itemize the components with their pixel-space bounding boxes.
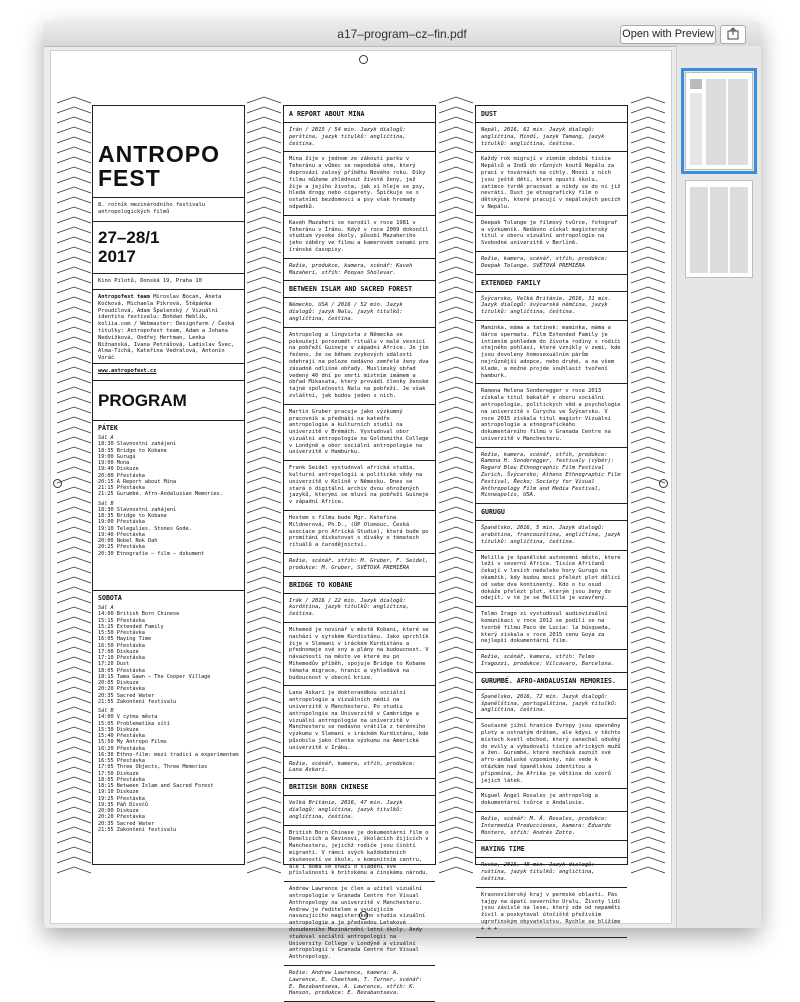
- film-credits: Režie, scénář, kamera, střih: Telmo Iragozzi, produkce: Vilcavaro, Barcelona.: [476, 650, 627, 673]
- schedule-row: 19:40 Diskuze: [98, 466, 139, 473]
- schedule-row: 17:05 Three Objects, Three Memories: [98, 764, 208, 771]
- director-bio: Kaveh Mazaheri se narodil v roce 1981 v Teheránu v Íránu. Když v roce 2009 dokončil studium vysoké školy, působí Mazaheriho jeho záběry ve filmu a kamerovém cenami pro íránské časopisy.: [284, 216, 435, 259]
- friday-hall-b-list: [98, 507, 239, 557]
- film-meta: Španělsko, 2016, 72 min. Jazyk dialogů: španělština, portugalština, jazyk titulků: angličtina, čeština.: [476, 690, 627, 719]
- open-with-preview-button[interactable]: Open with Preview: [620, 25, 716, 44]
- schedule-row: 20:00 Přestávka: [98, 472, 145, 479]
- schedule-row: 18:35 Bridge to Kobane: [98, 513, 167, 519]
- director-bio: Deepak Tolange je filmový tvůrce, fotograf a výzkumník. Nedávno získal magisterský titul v oboru vizuální antropologie na Svobodné univerzitě v Berlíně.: [476, 216, 627, 252]
- schedule-row: 15:15 Přestávka: [98, 617, 145, 624]
- schedule-row: 15:25 Extended Family: [98, 623, 164, 630]
- director-bio: Telmo Irago zi vystudoval audiovizuální komunikaci v roce 2012 se podílí se na tvorbě filmu Paco de Lucía: la búsqueda, který získala v roce 2015 cenu Goya za nejlepší dokumentární film.: [476, 607, 627, 650]
- schedule-row: 21:25 Gurumbé. Afro-Andalusian Memories.: [98, 491, 223, 498]
- film-meta: Španělsko, 2016, 5 min. Jazyk dialogů: arabština, francouzština, angličtina, jazyk titulků: angličtina, čeština.: [476, 521, 627, 550]
- film-synopsis: British Born Chinese je dokumentární film o Demolicích a Kevinovi, školácích žijících v Manchesteru, jejichž rodiče jsou čínští migranti. V rámci svých každodenních zkušeností ve škole, v komunitním centru, ale i doma se snaží o sladění své příslušnosti k britskému a čínskému národu.: [284, 826, 435, 883]
- schedule-row: 19:10 Diskuze: [98, 789, 139, 796]
- schedule-row: 16:50 Přestávka: [98, 642, 145, 649]
- saturday-hall-a-list: [98, 611, 239, 705]
- share-button[interactable]: [720, 25, 746, 44]
- film-meta: Rusko, 2015, 48 min. Jazyk dialogů: ruština, jazyk titulků: angličtina, čeština.: [476, 858, 627, 887]
- website-link[interactable]: www.antropofest.cz: [93, 364, 244, 381]
- film-meta: Irák / 2016 / 22 min. Jazyk dialogů: kurdština, jazyk titulků: angličtina, čeština.: [284, 594, 435, 623]
- film-synopsis: Mihemed je novinář v městě Kobani, které se nachází v syrském Kurdistánu. Jako uprchlík žije v Slemani v iráckém Kurdistánu a přednomaje své sny a plány na budoucnost. V návaznosti na město ve které mu po Mihemedův příběh, spojuje Bridge to Kobane témata migrace, hranic a vyhledává na budoucnost v obecní krize.: [284, 623, 435, 686]
- schedule-row: 18:05 Přestávka: [98, 776, 145, 783]
- preview-window: [44, 22, 760, 997]
- film-synopsis: Mina žije v jednom ze zákoutí parku v Teheránu a vůbec se nepodobá ohm, který doprovází zalový příběhu Nového roku. Díky filmu můžeme zhlédnout životě ženy, jež žije a jejího života, jak si hleje se psy, hledá drogy nebo cigarety. Špičkuje se s ostatními bezdomovci a psy však hromady odpadků.: [284, 152, 435, 215]
- film-synopsis: Každý rok migrují v zimním období tisíce Nepálců a Indů do různých koutů Nepálu za prací v továrnách na cihly. Mnozí z nich jsou ještě děti, které opustí školu, zatímco tvrdě pracovat a nikdy se do ní již nevrátí. Dust je etnografický film o dětských, které pracují v nepálských pecích v Nepálu.: [476, 152, 627, 215]
- film-title: BRITISH BORN CHINESE: [284, 779, 435, 796]
- film-meta: Nepál, 2016, 61 min. Jazyk dialogů: angličtina, Hindí, jazyk Tamang, jazyk titulků: angličtina, čeština.: [476, 123, 627, 152]
- festival-title: ANTROPO FEST: [93, 106, 244, 198]
- registration-mark-icon: [359, 55, 368, 64]
- page-thumbnails-sidebar: [676, 46, 761, 928]
- schedule-row: 16:05 Haying Time: [98, 636, 152, 643]
- director-bio: Miguel Ángel Rosales je antropolog a dokumentární tvůrce z Andalusie.: [476, 789, 627, 812]
- film-credits: Režie, scénář, střih: M. Gruber, F. Seidel, produkce: M. Gruber, SVĚTOVÁ PREMIÉRA: [284, 554, 435, 577]
- film-credits: Režie, kamera, scénář, střih, produkce: Ramona H. Sonderegger, festivaly (výběr): Regard Bleu Ethnographic Film Festival Zurich, Švýcarsko; Athens Ethnographic Film Festival, Řecko; Society for Visual Anthropology Film and Media Festival, Minneapolis, USA.: [476, 448, 627, 505]
- film-title: A REPORT ABOUT MINA: [284, 106, 435, 123]
- schedule-row: 19:25 Přestávka: [98, 795, 145, 802]
- schedule-row: 20:35 Sacred Water: [98, 692, 155, 699]
- schedule-row: 18:15 Tama Gawn – The Cooper Village: [98, 673, 211, 680]
- chevron-pattern: [629, 95, 667, 875]
- chevron-pattern: [245, 95, 283, 875]
- film-title: EXTENDED FAMILY: [476, 275, 627, 292]
- page-thumbnail[interactable]: [685, 72, 753, 170]
- schedule-row: 20:20 Přestávka: [98, 686, 145, 693]
- schedule-row: 18:30 Slavnostní zahájení: [98, 506, 177, 513]
- schedule-row: 19:10 Telegulies. Stones Gode.: [98, 525, 192, 532]
- film-meta: Švýcarsko, Velká Británie, 2016, 31 min. Jazyk dialogů: švýcarská němčina, jazyk titulků: angličtina, čeština.: [476, 292, 627, 321]
- film-meta: Írán / 2015 / 54 min. Jazyk dialogů: perština, jazyk titulků: angličtina, čeština.: [284, 123, 435, 152]
- film-meta: Velká Británie, 2016, 47 min. Jazyk dialogů: angličtina, jazyk titulků: angličtina, čeština.: [284, 796, 435, 825]
- team-credits: Antropofest team Miroslav Bocan, Aneta Kočková, Michaela Pikrová, Štěpánka Proudilová, Adam Špalenský / Vizuální identita festivalu: Bohdan Heblík, koliia.com / Webmaster: Designfarm / Česká titulky: Antropofest team, Adam a Johana Nedvížková, Ondřej Hertman, Lenka Nižnanská, Ivana Petrášová, Ladislav Švec, Alma-Tichá, Kateřina Vedralová, Antonín Voráč: [93, 290, 244, 364]
- film-meta: Německo, USA / 2016 / 52 min. Jazyk dialogů: jazyk Nalu, jazyk titulků: angličtina, čeština.: [284, 298, 435, 327]
- film-synopsis: Antropolog a lingvista z Německa se pokoušejí porozumět rituálu v malé vesnici na pobřeží Guineje v západní Africe. Je jim řečeno, že se během zvykových událostí odehrají na poloze nedávno zemřelé ženy dva zásadně odlišné obřady. Muslimský obřad vedený 40 dní po smrti místním imámem a obřad Mikasata, který provádí členky ženské tajné společnosti Nalu na pobřeží. Je však zvláštní, jak budou jeden s nich.: [284, 328, 435, 405]
- director-bio: Ramona Helena Sonderegger v roce 2013 získala titul bakalář v oboru sociální antropologie, politických věd a psychologie na univerzitě v Curychu ve Švýcarsku. V roce 2015 získala titul magistr Vizuální antropologie a etnografického dokumentárního filmu v Granada Centre na univerzitě v Manchesteru.: [476, 384, 627, 447]
- schedule-row: 18:30 Slavnostní zahájení: [98, 441, 177, 448]
- schedule-row: 17:10 Přestávka: [98, 655, 145, 661]
- schedule-row: 19:00 Gurugú: [98, 453, 136, 460]
- film-title: GURUGU: [476, 504, 627, 521]
- schedule-row: 14:00 British Born Chinese: [98, 611, 180, 618]
- schedule-row: 17:00 Diskuze: [98, 648, 139, 655]
- schedule-row: 15:40 Přestávka: [98, 733, 145, 739]
- schedule-row: 14:00 V cytmu města: [98, 714, 158, 721]
- schedule-row: 19:00 Přestávka: [98, 519, 145, 526]
- schedule-row: 19:35 Páň Divočů: [98, 801, 148, 808]
- schedule-row: 15:30 Diskuze: [98, 726, 139, 733]
- schedule-row: 21:55 Zakončení festivalu: [98, 826, 177, 833]
- schedule-row: 18:15 Between Islam and Sacred Forest: [98, 783, 214, 789]
- schedule-row: 20:25 Přestávka: [98, 544, 145, 551]
- schedule-row: 15:50 My Antropo Films: [98, 739, 167, 746]
- window-title: a17–program–cz–fin.pdf: [337, 27, 467, 41]
- schedule-row: 18:05 Přestávka: [98, 667, 145, 674]
- schedule-row: 16:30 Ethno-film: mezi tradicí a experimentem: [98, 751, 239, 758]
- film-credits: Režie, kamera, scénář, střih, produkce: Deepak Tolange. SVĚTOVÁ PREMIÉRA: [476, 252, 627, 275]
- chevron-pattern: [55, 95, 93, 875]
- day-title: PÁTEK: [98, 424, 118, 432]
- schedule-row: 17:50 Diskuze: [98, 770, 139, 777]
- venue-text: Kino Pilotů, Donská 19, Praha 10: [93, 274, 244, 290]
- film-credits: Režie, scénář, kamera, střih, produkce: Lana Askari.: [284, 757, 435, 780]
- film-credits: Režie, produkce, kamera, scénář: Kaveh Mazaheri, střih: Pooyan Sholevar.: [284, 259, 435, 282]
- schedule-row: 21:15 Přestávka: [98, 485, 145, 491]
- schedule-row: 15:50 Přestávka: [98, 630, 145, 636]
- schedule-row: 19:40 Přestávka: [98, 531, 145, 538]
- film-synopsis: Současné jižní hranice Evropy jsou opevněny ploty a ostnatým drátem, ale kdysi v těchto místech kvetl obchod, který zanechal odvěký do evily a vybudovali tisíce afrických mužů a žen. Gurumbé, které nechává zaznít své afro-andaluské vzpomínky, nás vede k otázkám nad španělskou identitou a připomíná, že Afrika je většina do vzorů jejich látek.: [476, 719, 627, 789]
- chevron-pattern: [437, 95, 475, 875]
- saturday-schedule: SOBOTA Sál A 14:00 British Born Chinese 15:15 Přestávka 15:25 Extended Family 15:50 Přestávka 16:05 Haying Time 16:50 Přestávka 17:00 Diskuze 17:10 Přestávka 17:20 Dust 18:05 Přestávka 18:15 Tama Gawn – The Cooper Village 20:05 Diskuze 20:20 Přestávka 20:35 Sacred Water 21:55 Zakončení festivalu Sál B 14:00 V cytmu města 15:05 Problematika sítí 15:30 Diskuze 15:40 Přestávka 15:50 My Antropo Films 16:20 Přestávka 16:30 Ethno-film: mezi tradicí a experimentem 16:55 Přestávka 17:05 Three Objects, Three Memories 17:50 Diskuze 18:05 Přestávka 18:15 Between Islam and Sacred Forest 19:10 Diskuze 19:25 Přestávka 19:35 Páň Divočů 20:00 Diskuze 20:20 Přestávka 20:35 Sacred Water 21:55 Zakončení festivalu: [98, 594, 239, 833]
- day-title: SOBOTA: [98, 594, 122, 602]
- festival-subtitle: 8. ročník mezinárodního festivalu antropologických filmů: [93, 198, 244, 222]
- friday-hall-a-list: [98, 441, 239, 497]
- schedule-row: 18:35 Bridge to Kobane: [98, 447, 167, 454]
- friday-schedule: PÁTEK Sál A 18:30 Slavnostní zahájení 18:35 Bridge to Kobane 19:00 Gurugú 19:00 Mona 19:40 Diskuze 20:00 Přestávka 20:15 A Report about Mina 21:15 Přestávka 21:25 Gurumbé. Afro-Andalusian Memories. Sál B 18:30 Slavnostní zahájení 18:35 Bridge to Kobane 19:00 Přestávka 19:10 Telegulies. Stones Gode. 19:40 Přestávka 20:00 Nobel Nok Dah 20:25 Přestávka 20:30 Etnografie – film – dokument: [93, 421, 244, 591]
- schedule-row: 20:00 Diskuze: [98, 808, 139, 814]
- film-title: GURUMBÉ. AFRO-ANDALUSIAN MEMORIES.: [476, 673, 627, 690]
- director-bio: Martin Gruber pracuje jako výzkumný pracovník a přednáší na katedře antropologie a kulturních studií na univerzitě v Brémách. Vystudoval obor vizuální antropologie na Goldsmiths College v Londýně a obor sociální antropologie na univerzitě v Hamburku.: [284, 405, 435, 462]
- schedule-row: 20:00 Nobel Nok Dah: [98, 538, 158, 544]
- program-heading: PROGRAM: [93, 381, 244, 421]
- director-bio: Frank Seidel vystudoval africká studia, kulturní antropologii a politické vědy na univerzitě v Kolíně v Německu. Dnes se stará o digitální archiv dvou ohrožených jazyků, kterými se mluví na pobřeží Guineje v západní Africe.: [284, 461, 435, 511]
- schedule-row: 21:55 Zakončení festivalu: [98, 698, 177, 705]
- festival-dates: 27–28/1 2017: [93, 222, 244, 274]
- schedule-row: 16:20 Přestávka: [98, 745, 145, 752]
- film-credits: Režie: Andrew Lawrence, kamera: A. Lawrence, B. Cheetham, T. Turner, scénář: E. Bezabantseva, A. Lawrence, střih: K. Hanson, produkce: E. Bezabantseva.: [284, 966, 435, 1002]
- schedule-row: 15:05 Problematika sítí: [98, 720, 170, 727]
- schedule-row: 17:20 Dust: [98, 661, 130, 668]
- films-column-1: [283, 105, 436, 997]
- schedule-row: 19:00 Mona: [98, 460, 130, 466]
- director-bio: Lana Askari je doktorandkou sociální antropologie a vizuálních médií na univerzitě v Manchesteru. Po studiu antropologie na Univerzitě v Cambridge a vizuální antropologie na univerzitě v Manchesteru se nedávno vrátila z terénního výzkumu v Slemani v iráckém Kurdistánu, kde působila jako členka výzkumu na Americké univerzitě v Iráku.: [284, 686, 435, 756]
- schedule-row: 20:30 Etnografie – film – dokument: [98, 550, 205, 557]
- film-synopsis: Krasnovišerský kraj v permské oblasti. Pás tajgy na úpatí severního Uralu. Životy lidí jsou závislé na lese, který zde od nepaměti živil a poskytoval útočiště přeživším ugrofinským obyvatelstvu. Rychle se blížíme + + +: [476, 888, 627, 938]
- pdf-page[interactable]: [50, 50, 672, 997]
- film-title: BETWEEN ISLAM AND SACRED FOREST: [284, 281, 435, 298]
- schedule-row: 20:05 Diskuze: [98, 680, 139, 686]
- director-bio: Hostem s filmu bude Mgr. Kateřina Mildnerová, Ph.D., (ÚP Olomouc, Česká asociace pro Africká Studie), která bude po promítání diskutovat s diváky o tématech rituálů a čarodějnictví.: [284, 511, 435, 554]
- films-column-2: [475, 105, 628, 932]
- festival-info-column: [92, 105, 245, 865]
- director-bio: Andrew Lawrence je člen a učitel vizuální antropologie v Granada Centre for Visual Anthropology na univerzitě v Manchesteru. Andrew je ředitelem a vyučujícím navazujícího magisterského studia vizuální antropologie a je předsedou Letakové dvoudenního Mezinárodní letní školy. Andy studoval sociální antropologii na University College v Londýně a vizuální antropologii v Granada Centre for Visual Anthropology.: [284, 882, 435, 966]
- title-bar: [44, 22, 760, 47]
- schedule-row: 20:15 A Report about Mina: [98, 478, 177, 485]
- film-credits: Režie, scénář: M. Á. Rosales, produkce: Intermedia Producciones, kamera: Eduardo Montero, střih: Andrés Zotto.: [476, 812, 627, 841]
- film-title: HAYING TIME: [476, 841, 627, 858]
- schedule-row: 20:20 Přestávka: [98, 814, 145, 821]
- saturday-hall-b-list: [98, 714, 239, 833]
- page-thumbnail[interactable]: [685, 180, 753, 278]
- schedule-row: 16:55 Přestávka: [98, 758, 145, 764]
- film-title: DUST: [476, 106, 627, 123]
- film-synopsis: Melilla je španělské autonomní město, které leží v severní Africe. Tisíce Afričanů čekají v lesích nedaleko hory Gurugú na okamžik, kdy budou moci přelézt plot dělící od sebe dva kontinenty. Kdo o tu osud dokáže přelézt plot, kterým jsou ženy do odejít, v té je se Melille je uzavřený.: [476, 551, 627, 608]
- schedule-row: 20:35 Sacred Water: [98, 820, 155, 827]
- film-title: BRIDGE TO KOBANE: [284, 577, 435, 594]
- share-icon: [721, 26, 745, 43]
- film-synopsis: Maminka, máma a tatínek: maminka, máma a dárce spermatu. Film Extended Family je intimním pohledem do života rodiny s rodiči stejného pohlaví, které vznikly v zemi, kde jsou dovoleny homosexuálním párům nejrůznější adopce, nebo druhé, a na všem klade, a možné projde souhlasit tvoření hamburk.: [476, 321, 627, 384]
